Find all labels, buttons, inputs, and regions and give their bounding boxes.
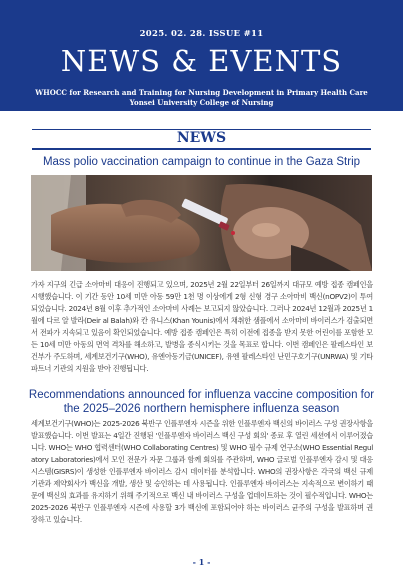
article-body-polio: 가자 지구의 긴급 소아마비 대응이 진행되고 있으며, 2025년 2월 22일부터 26일까지 대규모 예방 접종 캠페인을 시행했습니다. 이 기간 동안 10세 미만 아동 59만 1천 명 이상에게 2형 신형 경구 소아마비 백신(nOPV2)이 투여되었습니다. 2024년 8월 이후 추가적인 소아마비 사례는 보고되지 않았습니다. 그러나 2024년 12월과 2025년 1월에 다르 알 발라(Deir al Balah)와 칸 유니스(Khan Younis)에서 채취한 샘플에서 소아마비 바이러스가 검출되면서 전파가 지속되고 있음이 확인되었습니다. 예방 접종 캠페인은 특히 이전에 접종을 받지 못한 어린이를 포함한 모든 10세 미만 아동의 면역 격차를 해소하고, 발병을 종식시키는 것을 목표로 합니다. 이번 캠페인은 팔레스타인 보건부가 주도하며, 세계보건기구(WHO), 유엔아동기금(UNICEF), 유엔 팔레스타인 난민구호기구(UNRWA) 및 기타 파트너 기관의 지원을 받아 진행됩니다. [31, 280, 373, 373]
section-title: NEWS [176, 130, 227, 146]
issue-line: 2025. 02. 28. ISSUE #11 [139, 29, 264, 39]
article-title-influenza: Recommendations announced for influenza vaccine composition for the 2025–2026 northern hemisphere influenza season [28, 389, 375, 415]
article-title-polio: Mass polio vaccination campaign to continue in the Gaza Strip [42, 156, 361, 168]
section-rule-bottom [32, 148, 371, 150]
masthead-subtitle-university: Yonsei University College of Nursing [129, 98, 274, 107]
masthead-banner [0, 0, 403, 111]
page-number: - 1 - [192, 557, 211, 567]
vaccination-photo [31, 175, 372, 271]
masthead-subtitle-organization: WHOCC for Research and Training for Nursing Development in Primary Health Care [35, 88, 368, 97]
article-body-influenza: 세계보건기구(WHO)는 2025-2026 북반구 인플루엔자 시즌을 위한 인플루엔자 백신의 바이러스 구성 권장사항을 발표했습니다. 이번 발표는 4일간 진행된 '인플루엔자 바이러스 백신 구성 회의' 종료 후 열린 세션에서 이루어졌습니다. WHO는 WHO 협력센터(WHO Collaborating Centres) 및 WHO 필수 규제 연구소(WHO Essential Regulatory Laboratories)에서 모인 전문가 자문 그룹과 함께 회의를 주관하며, WHO 글로벌 인플루엔자 감시 및 대응 시스템(GISRS)이 생성한 인플루엔자 바이러스 감시 데이터를 분석합니다. WHO의 권장사항은 각국의 백신 규제 기관과 제약회사가 백신을 개발, 생산 및 승인하는 데 사용됩니다. 인플루엔자 바이러스는 지속적으로 변이하기 때문에 백신의 효과를 유지하기 위해 주기적으로 백신 내 바이러스 구성을 업데이트하는 것이 필수적입니다. WHO는 2025-2026 북반구 인플루엔자 시즌에 사용할 3가 백신에 포함되어야 하는 바이러스 균주의 구성을 발표하며 권장하고 있습니다. [31, 419, 373, 524]
masthead-title: NEWS & EVENTS [60, 44, 343, 78]
